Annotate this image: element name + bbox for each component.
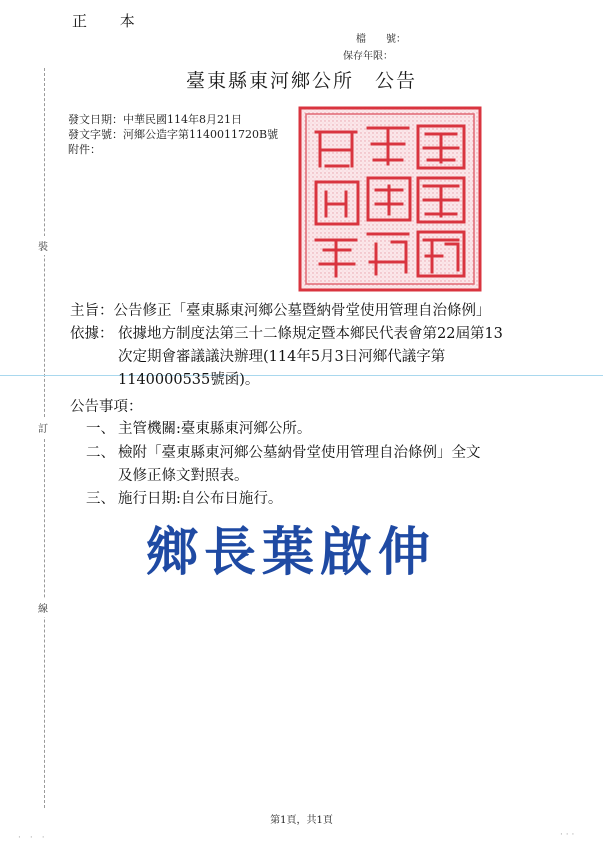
page-footer: 第1頁，共1頁 — [270, 815, 333, 826]
subject-label: 主旨： — [70, 303, 114, 319]
scan-dots-right: · · · — [560, 830, 575, 840]
signature — [146, 510, 456, 590]
basis-line-1: 依據地方制度法第三十二條規定暨本鄉民代表會第22屆第13 — [118, 326, 503, 342]
signature-text: 鄉長葉啟伸 — [146, 522, 437, 583]
issue-date-label: 發文日期： — [68, 113, 123, 126]
doc-number — [68, 127, 278, 142]
subject-text: 公告修正「臺東縣東河鄉公墓暨納骨堂使用管理自治條例」 — [113, 303, 491, 319]
item-marker-1: 一、 — [86, 421, 115, 437]
issue-date — [68, 112, 242, 127]
scan-line — [0, 375, 603, 376]
attachment-label: 附件： — [68, 143, 101, 156]
binding-char-xian: 線 — [38, 598, 48, 617]
page-title: 臺東縣東河鄉公所 公告 — [185, 70, 417, 92]
item-marker-3: 三、 — [86, 491, 115, 507]
doc-number-label: 發文字號： — [68, 128, 123, 141]
subject-line — [70, 300, 491, 323]
item-line-2-2: 及修正條文對照表。 — [118, 468, 249, 484]
item-marker-2: 二、 — [86, 445, 115, 461]
retention-label: 保存年限： — [343, 51, 393, 62]
item-line-1-1: 主管機關:臺東縣東河鄉公所。 — [118, 421, 312, 437]
issue-date-value: 中華民國114年8月21日 — [123, 113, 242, 126]
item-line-2-1: 檢附「臺東縣東河鄉公墓納骨堂使用管理自治條例」全文 — [118, 445, 481, 461]
binding-line — [44, 68, 45, 808]
basis-line-2: 次定期會審議議決辦理(114年5月3日河鄉代議字第 — [118, 349, 446, 365]
doc-number-value: 河鄉公造字第1140011720B號 — [123, 128, 279, 141]
binding-char-ding: 訂 — [38, 418, 48, 437]
file-number-label: 檔 號： — [356, 34, 406, 45]
item-line-3-1: 施行日期:自公布日施行。 — [118, 491, 283, 507]
binding-char-zhuang: 裝 — [38, 236, 48, 255]
basis-line-3: 1140000535號函)。 — [118, 372, 260, 388]
items-heading: 公告事項： — [70, 399, 143, 415]
scan-dots-left: · · · — [18, 833, 45, 843]
basis-label: 依據： — [70, 326, 114, 342]
official-seal — [296, 104, 484, 294]
copy-mark: 正 本 — [72, 12, 149, 30]
